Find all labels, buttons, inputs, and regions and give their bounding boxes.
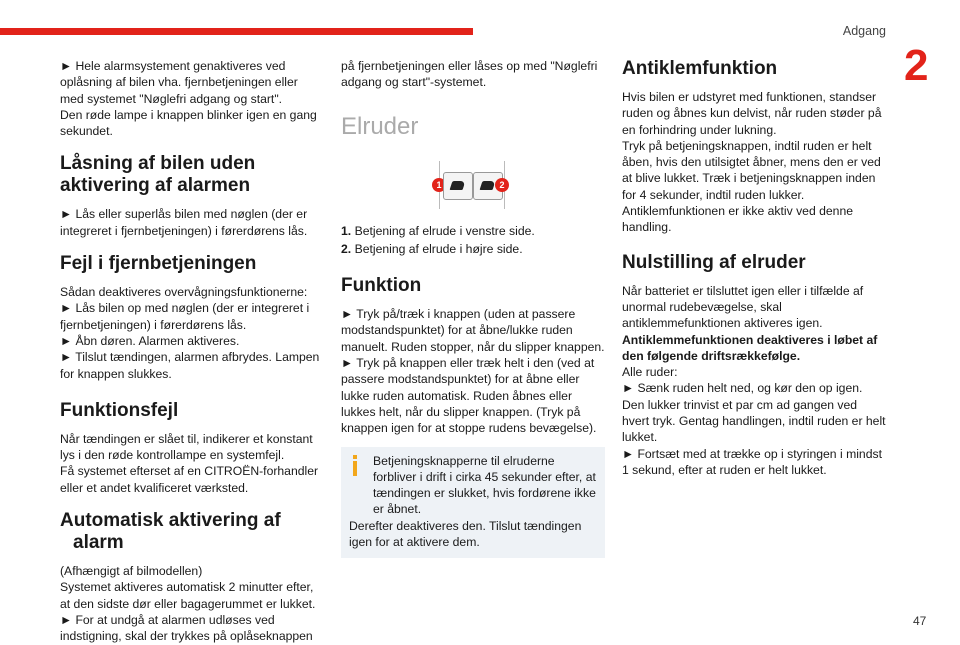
section-title: Adgang — [842, 24, 886, 38]
info-box — [341, 447, 605, 559]
paragraph: ► Fortsæt med at trække op i styringen i mindst 1 sekund, efter at ruden er helt lukket. — [622, 446, 882, 477]
heading-anti-pinch: Antiklemfunktion — [622, 58, 778, 79]
paragraph: ► For at undgå at alarmen udløses ved indstigning, skal der trykkes på oplåseknappen — [60, 612, 313, 644]
paragraph: ► Lås bilen op med nøglen (der er integreret i fjernbetjeningen) i førerdørens lås. — [60, 301, 310, 332]
paragraph: Få systemet efterset af en CITROËN-forhandler eller et andet kvalificeret værksted. — [60, 464, 319, 495]
paragraph: Alle ruder: — [622, 365, 678, 380]
heading-reset-windows: Nulstilling af elruder — [622, 251, 806, 273]
paragraph: ► Lås eller superlås bilen med nøglen (der er integreret i fjernbetjeningen) i førerdørens lås. — [60, 207, 308, 238]
paragraph: (Afhængigt af bilmodellen) — [60, 564, 203, 579]
list-item — [341, 241, 605, 257]
paragraph: Antiklemfunktionen er ikke aktiv ved denne handling. — [622, 204, 854, 235]
paragraph: Tryk på betjeningsknappen, indtil ruden er helt åben, hvis den utilsigtet åbner, mens den er ved at blive lukket. Træk i betjeningsknappen inden for 4 sekunder, indtil ruden lukker. — [622, 138, 881, 202]
paragraph: Hvis bilen er udstyret med funktionen, standser ruden og åbnes kun delvist, når ruden støder på en forhindring under lukning. — [622, 90, 882, 137]
heading-line: Automatisk aktivering af — [60, 510, 281, 532]
paragraph: Den røde lampe i knappen blinker igen en gang sekundet. — [60, 107, 317, 139]
paragraph: ► Sænk ruden helt ned, og kør den op igen. Den lukker trinvist et par cm ad gangen ved hvert tryk. Gentag handlingen, indtil ruden er helt lukket. — [622, 381, 886, 445]
column-middle — [341, 58, 605, 558]
paragraph: ► Tryk på/træk i knappen (uden at passere modstandspunktet) for at åbne/lukke ruden manuelt. Ruden stopper, når du slipper knappen. — [341, 307, 605, 354]
column-left — [60, 58, 324, 645]
list-number: 1. — [341, 223, 352, 238]
column-right — [622, 58, 886, 478]
heading-remote-fault: Fejl i fjernbetjeningen — [60, 253, 257, 275]
paragraph: på fjernbetjeningen eller låses op med "Nøglefri adgang og start"-systemet. — [341, 59, 598, 90]
list-item — [341, 223, 605, 239]
callout-1: 1 — [432, 178, 446, 192]
header-red-bar — [0, 28, 473, 35]
heading-automatic-activation — [60, 510, 324, 554]
heading-line: alarm — [73, 532, 124, 554]
paragraph: ► Tilslut tændingen, alarmen afbrydes. Lampen for knappen slukkes. — [60, 350, 320, 381]
paragraph: Når batteriet er tilsluttet igen eller i tilfælde af unormal rudebevægelse, skal antiklemmefunktionen aktiveres igen. — [622, 283, 864, 331]
heading-malfunction: Funktionsfejl — [60, 399, 179, 421]
paragraph: ► Hele alarmsystement genaktiveres ved oplåsning af bilen vha. fjernbetjeningen eller med systemet "Nøglefri adgang og start". — [60, 59, 298, 106]
paragraph: ► Tryk på knappen eller træk helt i den (ved at passere modstandspunktet) for at åbne eller lukke ruden automatisk. Ruden åbnes eller lukkes helt, når du slipper knappen. (Tryk på knappen igen for at stoppe rudens bevægelse). — [341, 356, 597, 436]
list-text: Betjening af elrude i højre side. — [354, 241, 523, 256]
info-text: Derefter deaktiveres den. Tilslut tændingen igen for at aktivere dem. — [349, 518, 582, 550]
info-icon — [350, 455, 360, 476]
heading-function: Funktion — [341, 275, 422, 297]
window-switch-left-icon — [443, 172, 473, 200]
paragraph: Sådan deaktiveres overvågningsfunktionerne: — [60, 285, 308, 300]
callout-2: 2 — [495, 178, 509, 192]
heading-lock-without-alarm: Låsning af bilen uden aktivering af alarmen — [60, 153, 256, 197]
paragraph: ► Åbn døren. Alarmen aktiveres. — [60, 333, 240, 348]
paragraph: Når tændingen er slået til, indikerer et konstant lys i den røde kontrollampe en systemfejl. — [60, 431, 313, 463]
page-number: 47 — [913, 614, 927, 628]
heading-power-windows: Elruder — [341, 112, 419, 140]
chapter-number: 2 — [904, 41, 929, 90]
list-number: 2. — [341, 241, 352, 256]
list-text: Betjening af elrude i venstre side. — [354, 223, 535, 238]
window-switch-diagram — [341, 155, 605, 213]
paragraph-bold: Antiklemmefunktionen deaktiveres i løbet af den følgende driftsrækkefølge. — [622, 332, 878, 363]
paragraph: Systemet aktiveres automatisk 2 minutter efter, at den sidste dør eller bagagerummet er lukket. — [60, 580, 316, 611]
info-text: Betjeningsknapperne til elruderne forbliver i drift i cirka 45 sekunder efter, at tændingen er slukket, hvis fordørene ikke er åbnet. — [373, 453, 596, 517]
